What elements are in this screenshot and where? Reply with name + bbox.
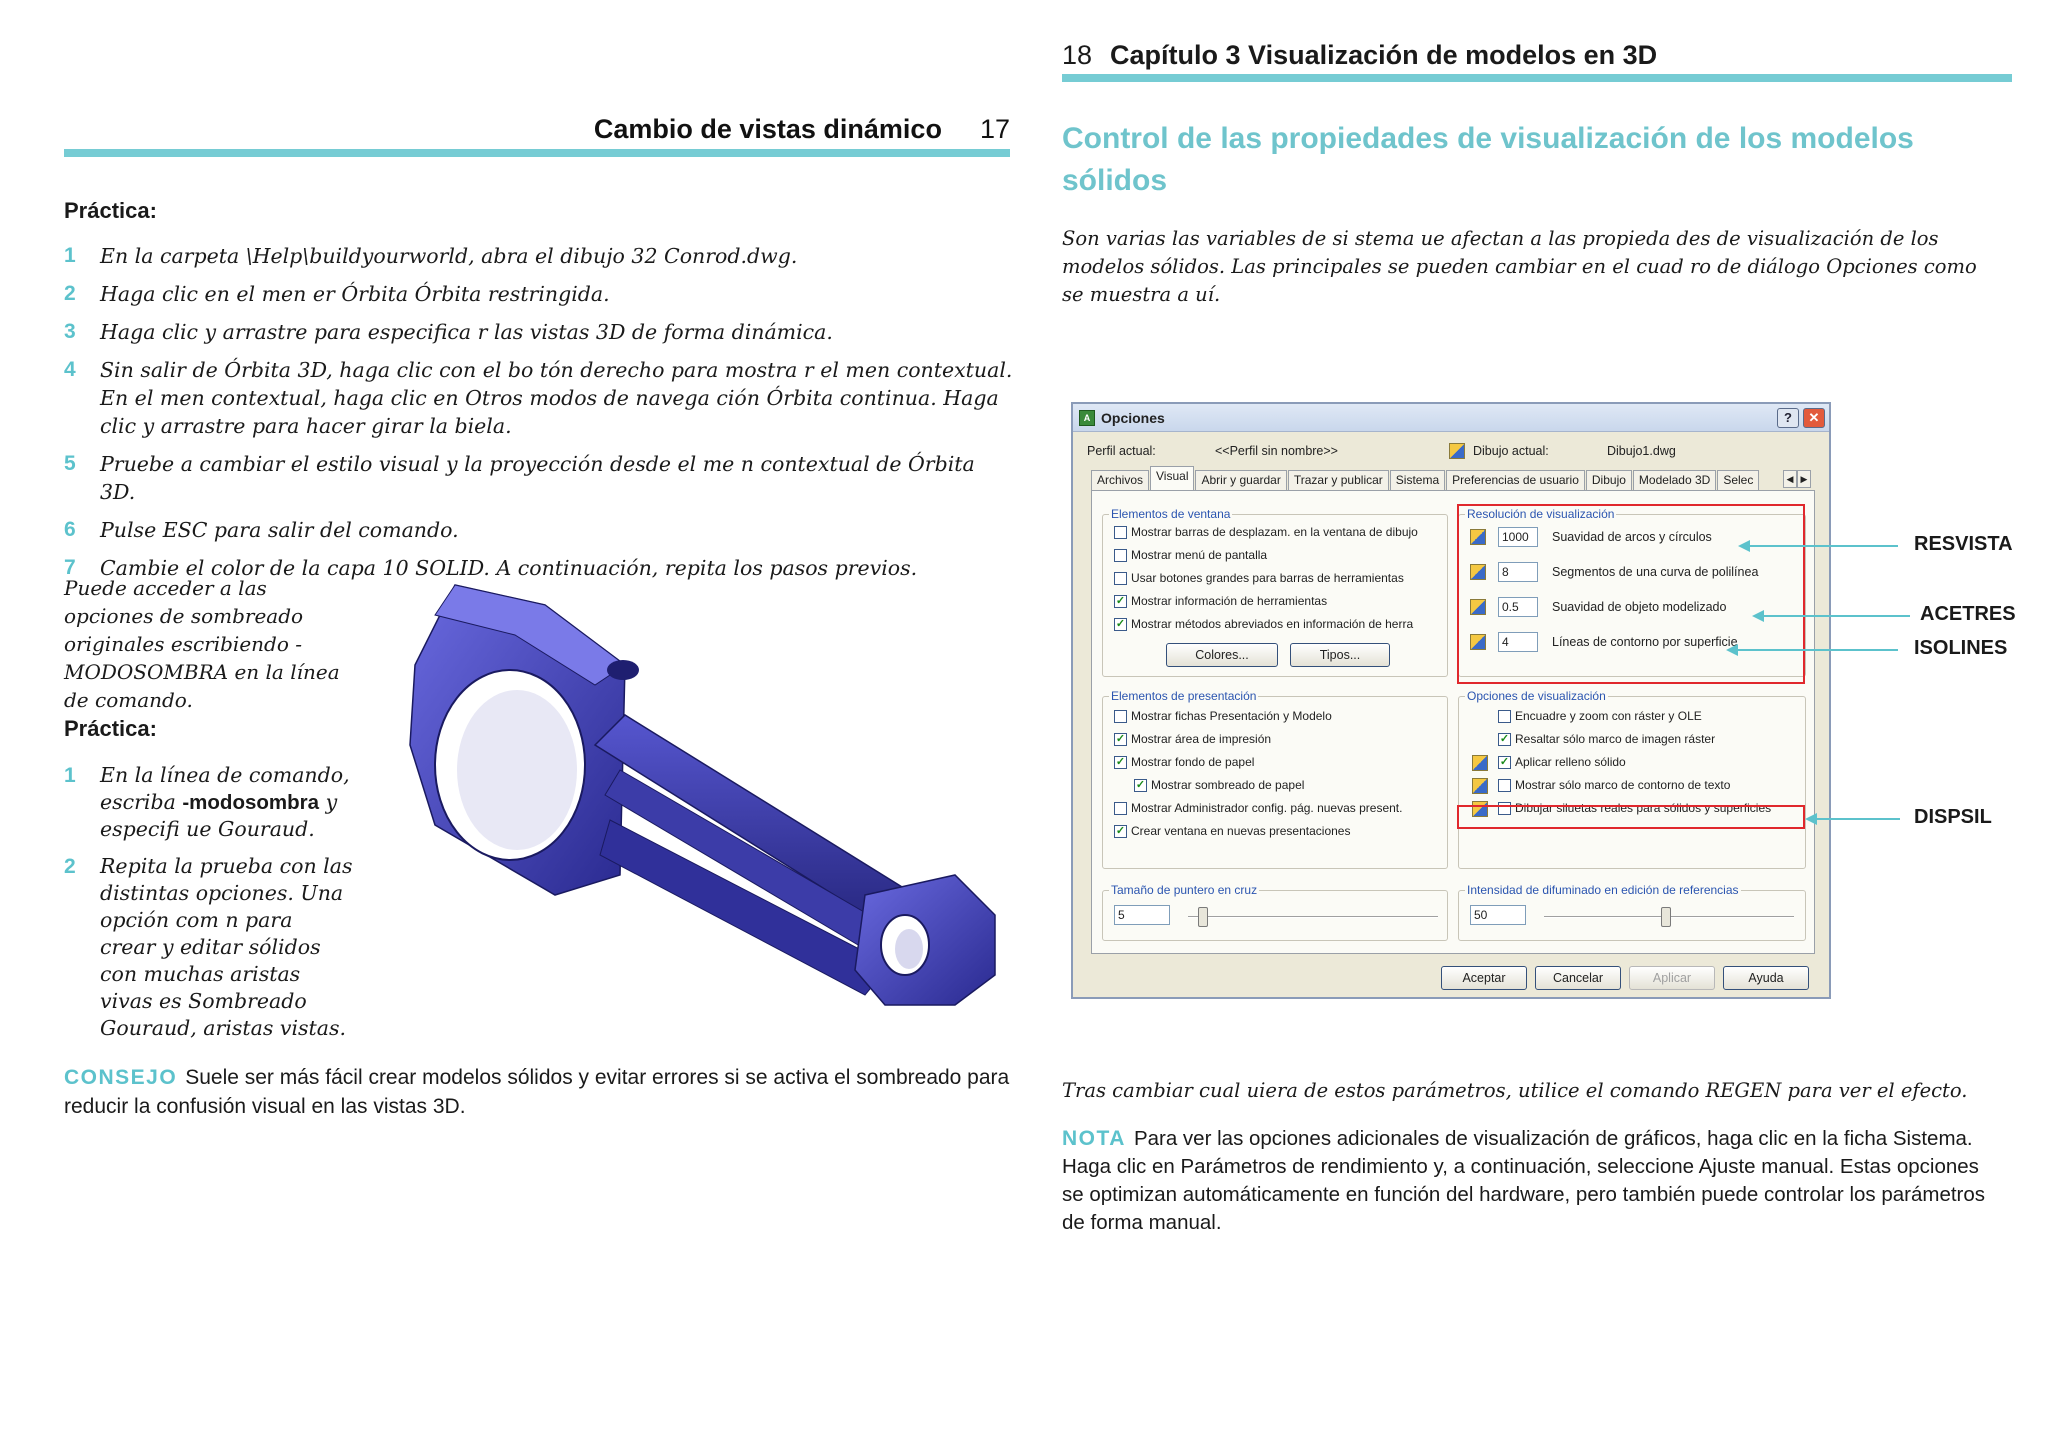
- checkbox-text-frame[interactable]: Mostrar sólo marco de contorno de texto: [1498, 778, 1730, 792]
- tab-seleccion[interactable]: Selec: [1717, 470, 1759, 490]
- resolution-row-contour: 4 Líneas de contorno por superficie: [1470, 632, 1738, 652]
- nota-note: [1062, 1125, 1992, 1237]
- profile-label: Perfil actual:: [1087, 444, 1156, 458]
- help-icon[interactable]: ?: [1777, 408, 1799, 428]
- dispsil-arrow-icon: [1805, 813, 1817, 825]
- left-header-rule: [64, 149, 1010, 157]
- tab-scroll-left-icon[interactable]: ◀: [1783, 470, 1797, 488]
- drawing-value: Dibujo1.dwg: [1607, 444, 1676, 458]
- presentation-legend: Elementos de presentación: [1111, 689, 1257, 703]
- step-item: 1 En la carpeta \Help\buildyourworld, abra el dibujo 32 Conrod.dwg.: [64, 244, 798, 268]
- resvista-arrow-icon: [1738, 540, 1750, 552]
- isolines-label: ISOLINES: [1914, 637, 2008, 659]
- right-page-header: [1062, 40, 1657, 71]
- crosshair-slider-thumb[interactable]: [1198, 907, 1208, 927]
- checkbox-silhouettes[interactable]: Dibujar siluetas reales para sólidos y superficies: [1498, 801, 1771, 815]
- checkbox-box[interactable]: ✓: [1115, 824, 1126, 837]
- crosshair-legend: Tamaño de puntero en cruz: [1111, 883, 1258, 897]
- crosshair-slider-track[interactable]: [1188, 916, 1438, 918]
- help-button[interactable]: Ayuda: [1723, 966, 1809, 990]
- acetres-callout-line: [1762, 615, 1910, 617]
- after-paragraph: Tras cambiar cual uiera de estos parámetros, utilice el comando REGEN para ver el efecto.: [1062, 1079, 1968, 1102]
- resolution-row-render: 0.5 Suavidad de objeto modelizado: [1470, 597, 1726, 617]
- checkbox-box[interactable]: [1114, 710, 1127, 723]
- checkbox-box[interactable]: ✓: [1115, 617, 1126, 630]
- autocad-app-icon: A: [1079, 410, 1095, 426]
- checkbox-box[interactable]: [1498, 710, 1511, 723]
- checkbox-box[interactable]: ✓: [1135, 778, 1146, 791]
- checkbox-page-setup-manager[interactable]: Mostrar Administrador config. pág. nuevas present.: [1114, 801, 1402, 815]
- tab-sistema[interactable]: Sistema: [1390, 470, 1445, 490]
- right-page-number: 18: [1062, 40, 1093, 70]
- checkbox-paper-bg[interactable]: ✓ Mostrar fondo de papel: [1115, 755, 1255, 769]
- step-item: 7 Cambie el color de la capa 10 SOLID. A continuación, repita los pasos previos.: [64, 556, 918, 580]
- display-options-legend: Opciones de visualización: [1467, 689, 1606, 703]
- step-item: 2 Haga clic en el men er Órbita Órbita restringida.: [64, 282, 610, 306]
- consejo-tip: [64, 1063, 1024, 1121]
- right-header-rule: [1062, 74, 2012, 82]
- step-item: 5 Pruebe a cambiar el estilo visual y la proyección desde el me n contextual de Órbita 3D.: [64, 452, 975, 504]
- step-item: 2 Repita la prueba con las distintas opciones. Una opción com n para crear y editar sólidos con muchas aristas vivas es Sombreado Gouraud, aristas vistas.: [64, 854, 353, 1040]
- checkbox-scrollbars[interactable]: Mostrar barras de desplazam. en la ventana de dibujo: [1114, 525, 1418, 539]
- profile-value: <<Perfil sin nombre>>: [1215, 444, 1338, 458]
- resolution-row-polyline: 8 Segmentos de una curva de polilínea: [1470, 562, 1758, 582]
- acetres-arrow-icon: [1752, 610, 1764, 622]
- left-header-title: Cambio de vistas dinámico: [593, 114, 942, 144]
- tab-scroll-right-icon[interactable]: ▶: [1797, 470, 1811, 488]
- xref-fade-legend: Intensidad de difuminado en edición de referencias: [1467, 883, 1739, 897]
- options-dialog: [1071, 402, 1831, 999]
- left-page-header: [560, 114, 1010, 145]
- checkbox-box[interactable]: ✓: [1115, 732, 1126, 745]
- isolines-arrow-icon: [1726, 644, 1738, 656]
- checkbox-raster-frame[interactable]: ✓ Resaltar sólo marco de imagen ráster: [1499, 732, 1716, 746]
- right-header-title: Capítulo 3 Visualización de modelos en 3D: [1110, 40, 1658, 70]
- checkbox-box[interactable]: [1114, 572, 1127, 585]
- checkbox-create-viewport[interactable]: ✓ Crear ventana en nuevas presentaciones: [1115, 824, 1351, 838]
- tab-visual[interactable]: Visual: [1150, 466, 1194, 490]
- resolution-row-arcs: 1000 Suavidad de arcos y círculos: [1470, 527, 1712, 547]
- practice2-steps: [64, 762, 354, 1052]
- contour-lines-input[interactable]: 4: [1498, 632, 1538, 652]
- checkbox-box[interactable]: ✓: [1499, 732, 1510, 745]
- checkbox-box[interactable]: [1114, 549, 1127, 562]
- checkbox-large-buttons[interactable]: Usar botones grandes para barras de herramientas: [1114, 571, 1404, 585]
- consejo-text: Suele ser más fácil crear modelos sólidos y evitar errores si se activa el sombreado para reducir la confusión visual en las vistas 3D.: [64, 1066, 1010, 1118]
- step-item: 3 Haga clic y arrastre para especifica r las vistas 3D de forma dinámica.: [64, 320, 833, 344]
- resvista-callout-line: [1748, 545, 1898, 547]
- fonts-button[interactable]: Tipos...: [1290, 643, 1390, 667]
- checkbox-layout-tabs[interactable]: Mostrar fichas Presentación y Modelo: [1114, 709, 1332, 723]
- practice1-heading: Práctica:: [64, 198, 157, 223]
- nota-label: NOTA: [1062, 1127, 1126, 1150]
- checkbox-box[interactable]: ✓: [1115, 755, 1126, 768]
- tab-abrir-guardar[interactable]: Abrir y guardar: [1195, 470, 1286, 490]
- nota-text: Para ver las opciones adicionales de visualización de gráficos, haga clic en la ficha Sistema. Haga clic en Parámetros de rendimiento y, a continuación, seleccione Ajuste manual. Estas opciones se optimizan automáticamente en función del hardware, pero también puede controlar los parámetros de forma manual.: [1062, 1127, 1986, 1234]
- resolution-legend: Resolución de visualización: [1467, 507, 1615, 521]
- side-note: Puede acceder a las opciones de sombreado originales escribiendo -MODOSOMBRA en la línea de comando.: [64, 576, 340, 712]
- tab-trazar-publicar[interactable]: Trazar y publicar: [1288, 470, 1389, 490]
- intro-paragraph: Son varias las variables de si stema ue afectan a las propieda des de visualización de los modelos sólidos. Las principales se pueden cambiar en el cuad ro de diálogo Opciones como se muestra a uí.: [1062, 227, 1977, 306]
- ok-button[interactable]: Aceptar: [1441, 966, 1527, 990]
- tab-scroll: [1783, 470, 1811, 488]
- silhouette-highlight-box: [1457, 805, 1805, 829]
- checkbox-print-area[interactable]: ✓ Mostrar área de impresión: [1115, 732, 1272, 746]
- dispsil-label: DISPSIL: [1914, 806, 1992, 828]
- checkbox-box[interactable]: ✓: [1499, 755, 1510, 768]
- colors-button[interactable]: Colores...: [1166, 643, 1278, 667]
- drawing-setting-icon: [1472, 755, 1488, 771]
- tab-preferencias-usuario[interactable]: Preferencias de usuario: [1446, 470, 1585, 490]
- checkbox-pan-zoom-raster[interactable]: Encuadre y zoom con ráster y OLE: [1498, 709, 1702, 723]
- connecting-rod-illustration: [395, 575, 1020, 1025]
- render-smoothness-input[interactable]: 0.5: [1498, 597, 1538, 617]
- tab-modelado-3d[interactable]: Modelado 3D: [1633, 470, 1716, 490]
- xref-fade-input[interactable]: 50: [1470, 905, 1526, 925]
- section-title: Control de las propiedades de visualización de los modelos sólidos: [1062, 122, 1914, 197]
- checkbox-paper-shadow[interactable]: ✓ Mostrar sombreado de papel: [1135, 778, 1305, 792]
- dispsil-callout-line: [1815, 818, 1900, 820]
- dialog-titlebar: [1073, 404, 1829, 432]
- practice2-heading: Práctica:: [64, 716, 157, 741]
- dialog-title: Opciones: [1101, 409, 1165, 426]
- checkbox-shortcut-tooltips[interactable]: ✓ Mostrar métodos abreviados en información de herra: [1115, 617, 1414, 631]
- tab-dibujo[interactable]: Dibujo: [1586, 470, 1632, 490]
- resolution-highlight-box: [1457, 504, 1805, 684]
- xref-fade-slider-thumb[interactable]: [1661, 907, 1671, 927]
- close-icon[interactable]: ✕: [1803, 408, 1825, 428]
- tab-archivos[interactable]: Archivos: [1091, 470, 1149, 490]
- checkbox-box[interactable]: [1114, 526, 1127, 539]
- window-elements-legend: Elementos de ventana: [1111, 507, 1231, 521]
- command-text: -modosombra: [182, 791, 320, 814]
- arc-smoothness-input[interactable]: 1000: [1498, 527, 1538, 547]
- resvista-label: RESVISTA: [1914, 533, 2013, 555]
- checkbox-solid-fill[interactable]: ✓ Aplicar relleno sólido: [1499, 755, 1626, 769]
- drawing-label: Dibujo actual:: [1473, 444, 1549, 458]
- checkbox-box[interactable]: [1498, 779, 1511, 792]
- left-page-number: 17: [979, 114, 1010, 144]
- drawing-setting-icon: [1472, 778, 1488, 794]
- checkbox-box[interactable]: ✓: [1115, 594, 1126, 607]
- options-tabs: [1091, 470, 1760, 490]
- step-item: 6 Pulse ESC para salir del comando.: [64, 518, 459, 542]
- consejo-label: CONSEJO: [64, 1066, 178, 1089]
- step-item: 4 Sin salir de Órbita 3D, haga clic con el bo tón derecho para mostra r el men contextual. En el men contextual, haga clic en Otros modos de navega ción Órbita continua. Haga clic y arrastre para hacer girar la biela.: [64, 358, 1013, 438]
- drawing-icon: [1449, 443, 1465, 459]
- practice1-steps: [64, 242, 1014, 592]
- checkbox-screen-menu[interactable]: Mostrar menú de pantalla: [1114, 548, 1267, 562]
- apply-button[interactable]: Aplicar: [1629, 966, 1715, 990]
- acetres-label: ACETRES: [1920, 603, 2016, 625]
- step-item: 1 En la línea de comando, escriba -modosombra y especifi ue Gouraud.: [64, 763, 350, 841]
- cancel-button[interactable]: Cancelar: [1535, 966, 1621, 990]
- crosshair-size-input[interactable]: 5: [1114, 905, 1170, 925]
- checkbox-box[interactable]: [1114, 802, 1127, 815]
- polyline-segments-input[interactable]: 8: [1498, 562, 1538, 582]
- checkbox-tooltips[interactable]: ✓ Mostrar información de herramientas: [1115, 594, 1328, 608]
- isolines-callout-line: [1736, 649, 1898, 651]
